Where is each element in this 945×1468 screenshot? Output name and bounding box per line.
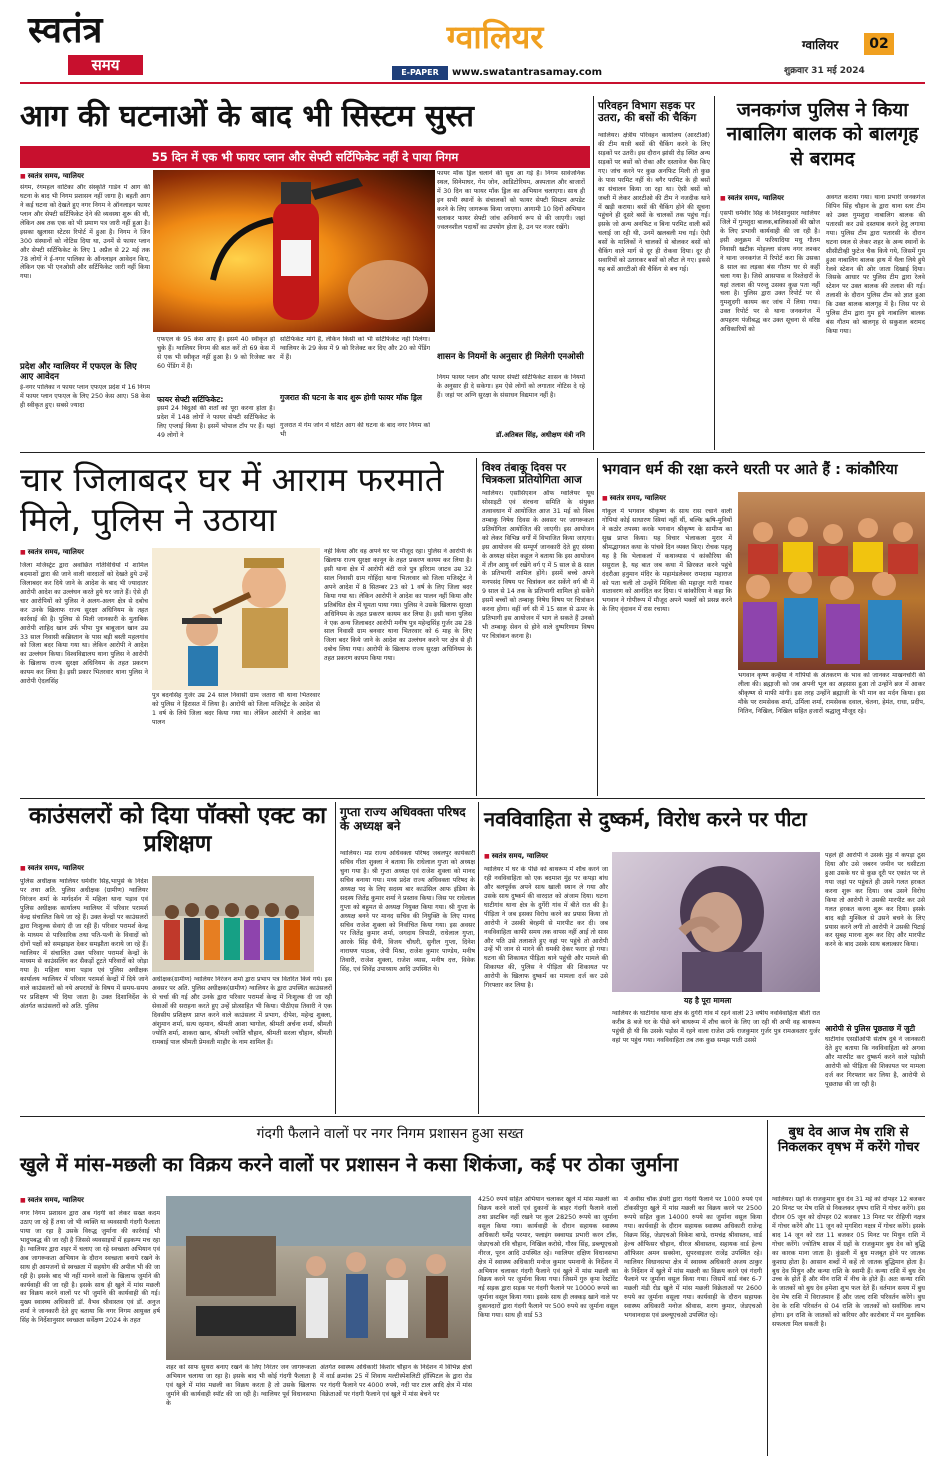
column-rule	[597, 458, 598, 796]
devotees-crowd-photo	[738, 492, 925, 670]
subhead: यह है पूरा मामला	[684, 996, 732, 1005]
story-text: एफएल के 95 केस आए हैं। इसमें 40 स्वीकृत हो चुके हैं। ग्वालियर निगम की बात करें तो 69 केस में से एक भी स्वीकृत नहीं हुआ है। 9 को रिजेक्ट कर 60 पेंडिंग में हैं।	[157, 336, 275, 370]
fire-extinguisher-photo	[153, 170, 435, 332]
headline-pocso-training: काउंसलरों को दिया पॉक्सो एक्ट का प्रशिक्षण	[28, 803, 327, 858]
story-text: इसमें 24 बिंदुओं की शर्तों को पूरा करना होता है। प्रदेश में 148 लोगों ने फायर सेफ्टी सर्टिफिकेट के लिए एप्लाई किया है। इसमें भोपाल टॉप पर हैं। यहां 49 लोगों ने	[157, 405, 275, 439]
story-text: शहर को साफ सुथरा बनाए रखने के लिए निरंतर जन जागरूकता अभियान चलाया जा रहा है। इसके बाद भी कोई गंदगी फैलाता है एवं खुले में मांस मछली का विक्रय करता है तो उसके खिलाफ जुर्माने की कार्यवाही स्पॉट की जा रही है। ग्वालियर पूर्व विधानसभा के	[166, 1364, 316, 1407]
byline: ■ स्वतंत्र समय, ग्वालियर	[20, 172, 84, 181]
story-text: ग्वालियर। ग्रहों के राजकुमार बुध देव 31 मई को दोपहर 12 बजकर 20 मिनट पर मेष राशि से निकलकर वृषभ राशि में गोचर करेंगे। इस दौरान 05 जून को दोपहर 02 बजकर 13 मिनट पर रोहिणी नक्षत्र में गोचर करेंगे और 11 जून को मृगशिरा नक्षत्र में गोचर करेंगे। इसके बाद 14 जून को रात 11 बजकर 05 मिनट पर मिथुन राशि में गोचर करेंगे। ज्योतिष शास्त्र में ग्रहों के राजकुमार बुध देव को बुद्धि का कारक माना जाता है। कुंडली में बुध मजबूत होने पर जातक कुशाग्र होता है। आसान शब्दों में कहें तो जातक बुद्धिमान होता है। बुध देव मिथुन और कन्या राशि के स्वामी हैं। कन्या राशि में बुध देव उच्च के होते हैं और मीन राशि में नीच के होते हैं। अतः कन्या राशि के जातकों को बुध देव हमेशा शुभ फल देते हैं। वर्तमान समय में बुध देव मेष राशि में विराजमान हैं और जल्द राशि परिवर्तन करेंगे। बुध देव के राशि परिवर्तन से 04 राशि के जातकों को सर्वाधिक लाभ होगा। इन राशि के जातकों को करियर और कारोबार में मन मुताबिक सफलता मिल सकती है।	[772, 1196, 925, 1329]
story-text: ग्वालियर। मप्र राज्य अधिवक्ता परिषद जबलपुर कार्यकारी सचिव गीता शुक्ला ने बताया कि राधेलाल गुप्ता को अध्यक्ष चुना गया है। श्री गुप्ता अध्यक्ष एवं राजेश शुक्ला को मानद सचिव बनाया गया। मध्य प्रदेश राज्य अधिवक्ता परिषद के अध्यक्ष पद के लिए सदस्य बार काउंसिल आफ इंडिया के सदस्य जितेंद्र कुमार शर्मा ने प्रस्ताव किया। जिस पर राधेलाल गुप्ता को बहुमत से अध्यक्ष नियुक्त किया गया। श्री गुप्ता के अध्यक्ष बनने पर मानद सचिव की नियुक्ति के लिए मानद सचिव राजेश शुक्ला को निर्वाचित किया गया। इस अवसर पर जितेंद्र कुमार शर्मा, जगदाय त्रिपाठी, राधेलाल गुप्ता, आरके सिंह सैनी, विजय चौधरी, सुनील गुप्ता, दिनेश नारायण पाठक, जेपी मिश्रा, राजेश कुमार पाण्डेय, मनीष तिवारी, राजेश शुक्ला, राजेश व्यास, मनीष दत्त, विवेक सिंह, एवं शिवेंद्र उपाध्याय आदि उपस्थित थे।	[340, 850, 475, 974]
market-scene-icon	[166, 1196, 471, 1360]
story-text: संगम, रंगमहल वाटिका और संस्कृति गार्डन में आग की घटना के बाद भी निगम प्रशासन नहीं जागा है। बहती आग ने कई घटना को देखते हुए नगर निगम ने ऑनलाइन फायर प्लान और सेफ्टी सर्टिफिकेट देने की व्यवस्था शुरू की थी, लेकिन अब तक एक को भी प्रमाण पत्र जारी नहीं हुआ है। इसका खुलासा स्टेटस रिपोर्ट में हुआ है। निगम ने जिन 300 संस्थानों को नोटिस दिया था, उनमें से फायर प्लान और सेफ्टी सर्टिफिकेट के लिए 1 अप्रैल से 22 मई तक 78 लोगों ने ई-नगर पालिका के ऑनलाइन आवेदन किए, लेकिन एक भी एनओसी और सर्टिफिकेट जारी नहीं किया गया।	[20, 184, 150, 281]
kicker-municipal-action: गंदगी फैलाने वालों पर नगर निगम प्रशासन हुआ सख्त	[256, 1126, 524, 1142]
headline-budh-gochar: बुध देव आज मेष राशि से निकलकर वृषभ में करेंगे गोचर	[777, 1125, 920, 1155]
page-number: 02	[864, 33, 894, 55]
edition-city: ग्वालियर	[802, 38, 839, 52]
headline-meat-sellers: खुले में मांस-मछली का विक्रय करने वालों पर प्रशासन ने कसा शिकंजा, कई पर ठोका जुर्माना	[20, 1153, 679, 1176]
story-text: ग्वालियर। क्षेत्रीय परिवहन कार्यालय (आरटीओ) की टीम यात्री बसों की चैकिंग करने के लिए सड़कों पर उतरी। इस दौरान झांसी रोड़ स्थित अन्य सड़कों पर बसों को रोका और दस्तावेज चैक किए गए। जांच करने पर कुछ अनफिट मिली तो कुछ के पास परमिट नहीं थे। बगैर परमिट के ही बसों का संचालन किया जा रहा था। ऐसी बसों को जब्ती में लेकर आरटीओ की टीम ने नजदीक थाने में खड़ी कराया। बसों की चैकिंग होने की सूचना पहुंचने ही दूसरे बसों के चालकों तक पहुंच गई। इसके जो अन्य अनफिट व बिना परमिट वाली बसें चलाई जा रही थी, उनमें खलबली मच गई। ऐसी बसों के मालिकों ने चालकों से बोलकर बसों को चैकिंग वाले मार्ग से दूर ही रोकवा दिया। दूर ही सवारियों को उतारकर बसों को लौटा ले गए। इससे यह बसें आरटीओ की चैकिंग से बच गई।	[598, 132, 710, 274]
column-rule	[767, 1120, 768, 1456]
group-photo-icon	[152, 876, 314, 972]
story-text: भगवान कृष्ण कन्हैया ने गोपियों के अंतकरण के भाव को जानकर माखनचोरी की लीला की। ब्रह्माजी को जब अपनी भूल का अहसास हुआ तो उन्होंने ब्रज में आकर श्रीकृष्ण से माफी मांगी। इस तरह उन्होंने ब्रह्माजी के भी मान का मर्दन किया। इस मौके पर रामसेवक शर्मा, उर्मिला शर्मा, रामसेवक दवाल, चेतना, हेमंत, राधा, प्रदीप, नितिन, निखिल, निखिल सहित हजारों श्रद्धालु मौजूद रहे।	[738, 672, 925, 715]
story-text: जिला मजिस्ट्रेट द्वारा अवांछित गतिविधियों में शामिल बदमाशों द्वारा की जाने वाली वारदातों को देखते हुये उन्हें जिलाबदर कर दिये जाने के आदेश के बाद भी ज्यादातर आरोपी आदेश का उल्लंघन करते हुये घर जाते हैं। ऐसे ही चार आरोपियों को पुलिस ने अलग-अलग क्षेत्र से दबोच कर उनके खिलाफ राज्य सुरक्षा अधिनियम के तहत कार्रवाई की है। पुलिस से मिली जानकारी के मुताबिक आरोपी शाहिद खान उर्फ भीपा पुत्र बाबूजान खान उम्र 33 साल निवासी कब्रिस्तान के पास बड़ी बस्ती महलगांव को जिला बदर किया गया था। लेकिन आरोपी ने आदेश का उल्लंघन किया। विश्वविद्यालय थाना पुलिस ने आरोपी के खिलाफ राज्य सुरक्षा अधिनियम के तहत प्रकरण कायम कर लिया है। इसी प्रकार भितरवार थाना पुलिस ने आरोपी ऐदलसिंह	[20, 562, 148, 686]
story-text: सर्टिफिकेट मांगे हैं, लेकिन किसी को भी सर्टिफिकेट नहीं मिलेगा। ग्वालियर के 29 केस में 9 को रिजेक्ट कर दिए और 20 को पेंडिंग में हैं।	[280, 336, 430, 361]
story-text: गुजरात में गेम जोन में घटित आग की घटना के बाद नगर निगम को भी	[280, 422, 430, 438]
story-text: निगम फायर प्लान और फायर सेफ्टी सर्टिफिकेट शासन के नियमों के अनुसार ही दे सकेगा। हम ऐसे लोगों को लगातार नोटिस दे रहे हैं। जहां पर अग्नि सुरक्षा के संसाधन विद्यमान नहीं है।	[437, 374, 585, 399]
story-text: पुत्र बदनसिंह गुर्जर उम्र 24 साल निवासी ग्राम जतारा थी थाना भितरवार को पुलिस ने हिरासत में लिया है। आरोपी को जिला मजिस्ट्रेट के आदेश से 1 वर्ष के लिये जिला बदर किया गया था। लेकिन आरोपी ने आदेश का पालन	[152, 692, 320, 726]
story-text: ग्वालियर के घाटीगांव थाना क्षेत्र के दुर्गेरी गांव में रहने वाली 23 वर्षीय नवविवाहिता बीती रात करीब 8 बजे घर के पीछे बने बाथरूम में शौच करने के लिए जा रही थी अभी वह बाथरूम पहुंची ही थी कि उसके पड़ोस में रहने वाला राजेश उर्फ राजकुमार गुर्जर पुत्र रामअवतार गुर्जर वहां पर पहुंच गया। नवविवाहिता तब तक कुछ समझ पाती उससे	[612, 1010, 820, 1044]
story-text: नगर निगम प्रशासन द्वारा अब गंदगी को लेकर सख्त कदम उठाए जा रहे हैं तथा जो भी व्यक्ति या व्यवसायी गंदगी फैलाता पाया जा रहा है उसके विरुद्ध जुर्माना की कार्रवाई भी भादुपबद्ध की जा रही है जिससे व्यवसाइयों में हड़कम्प मच रहा है। ग्वालियर द्वारा शहर में चलाए जा रहे स्वच्छता अभियान एवं अब जागरूकता अभियान के दौरान स्वच्छता बनाये रखने के साथ ही आमजनों से स्वच्छता में सहयोग की अपील भी की जा रही है। इसके बाद भी नहीं मानने वालों के खिलाफ जुर्माने की कार्यवाही की जा रही है। इसके साथ ही खुले में मांस मछली का विक्रय करने वालों पर भी जुर्माने की कार्यवाही की गई। मुख्य स्वास्थ्य अधिकारी डॉ. वैभव श्रीवास्तव एवं डॉ. अनुज शर्मा ने जानकारी देते हुए बताया कि नगर निगम आयुक्त हर्ष सिंह के निर्देशानुसार स्वच्छता सर्वेक्षण 2024 के तहत	[20, 1210, 160, 1325]
story-text: पहले ही आरोपी ने उसके मुंह में कपड़ा ठूस दिया और उसे जबरन जमीन पर घसीटता हुआ उसके घर से कुछ दूरी पर एकांत पर ले गया जहां पर पहुंचते ही उसने गलत हरकत करना शुरू कर दिया। जब उसने विरोध किया तो आरोपी ने उसकी मारपीट कर उसे गलत हरकत करना शुरू कर दिया। इसके बाद बड़ी मुश्किल से उसने बचने के लिए प्रयास करने लगी तो आरोपी ने उसकी पिटाई कर सुबह मारना शुरू कर दिए और मारपीट करने के बाद उसके साथ बलात्कार किया।	[825, 852, 925, 949]
subhead: गुजरात की घटना के बाद शुरू होगी फायर मॉक ड्रिल	[280, 393, 422, 402]
column-rule	[593, 96, 594, 450]
story-text: पुलिस अधीक्षक ग्वालियर धर्मवीर सिंह,भापुसे के निर्देश पर तथा अति. पुलिस अधीक्षक (ग्रामीण) ग्वालियर निरंजन शर्मा के मार्गदर्शन में महिला थाना पड़ाव एवं पुलिस अधीक्षक कार्यालय ग्वालियर में परिवार परामर्श केन्द्र संचालित किये जा रहे हैं। उक्त केन्द्रों पर काउंसलरों द्वारा निःशुल्क सेवाएं दी जा रही हैं। परिवार परामर्श केन्द्र के माध्यम से पारिवारिक तथा पति-पत्नी के विवादों को दोनों पक्षों को समझाइश देकर समझौता कराये जा रहे हैं। ग्वालियर में संचालित उक्त परिवार परामर्श केन्द्रों के माध्यम से काउंसलिंग कर सैकड़ों टूटते परिवारों को जोड़ा गया है। महिला थाना पड़ाव एवं पुलिस अधीक्षक कार्यालय ग्वालियर में परिवार परामर्श केन्द्रों में दिये जाने वाले काउंसलरों को नये अपराधों के विषय में समय-समय पर प्रशिक्षण भी दिया जाता है। उक्त दिशानिर्देश के अंतर्गत काउंसलरों को अति. पुलिस	[20, 878, 148, 1011]
distressed-woman-illustration	[612, 852, 820, 992]
story-text: में अवीस चौक डेयरी द्वारा गंदगी फैलाने पर 1000 रुपये एवं टॉकसीपुरा खुले में मांस मछली का विक्रय करने पर 2500 रूपये सहित कुल 14000 रुपये का जुर्माना वसूल किया गया। कार्यवाही के दौरान सहायक स्वास्थ्य अधिकारी राजेन्द्र विक्रम सिंह, जेडएचओ विकेश बाग्डे, रामचंद्र श्रीवास्तव, वार्ड हेल्थ ऑफिसर चौहान, धीरज श्रीवास्तव, सहायक वार्ड हेल्थ ऑफिसर अमन सक्सेना, सुपरवाइजर राजेंद्र उपस्थित रहे। ग्वालियर विधानसभा क्षेत्र में स्वास्थ्य अधिकारी अजय ठाकुर के निर्देशन में खुले में मांस मछली का विक्रय करने एवं गंदगी फैलाने पर जुर्माना वसूल किया गया। जिसमें वार्ड नंबर 6-7 मछली मंडी रोड खुले में मांस मछली विक्रेताओं पर 2600 रुपये का जुर्माना वसूला गया। कार्यवाही के दौरान सहायक स्वास्थ्य अधिकारी मनोज श्रीवास, शरण कुमार, जेडएचओ भगवानदास एवं डब्ल्यूएचओ उपस्थित रहे।	[624, 1196, 762, 1320]
story-text: घाटीगांव एसडीओपी संतोष दुबे ने जानकारी देते हुए बताया कि नवविवाहिता को अगवा और मारपीट कर दुष्कर्म करने वाले पड़ोसी आरोपी को पीड़िता की शिकायत पर मामला दर्ज कर गिरफ्तार कर लिया है, आरोपी से पूछताछ की जा रही है।	[825, 1036, 925, 1088]
police-cartoon-icon	[152, 548, 320, 690]
story-text: 4250 रुपये सहित अभियान चलाकर खुले में मांस मछली का विक्रय करने वालों एवं दुकानों के बाहर गंदगी फैलाने वालों तथा डस्टबिन नहीं रखने पर कुल 28250 रूपये का जुर्माना वसूल किया गया। कार्यवाही के दौरान सहायक स्वास्थ्य अधिकारी धर्मेंद्र परमार, फ्लाइंग स्क्वायड प्रभारी करन टाँक, जेडएचओ रवि चौहान, निखिल करोसे, गौरव सिंह, डब्ल्यूएचओ नीरज, पूरन आदि उपस्थित रहे। ग्वालियर दक्षिण विधानसभा क्षेत्र में स्वास्थ्य अधिकारी मनोज कुमार पमनानी के निर्देशन में अभियान चलाकर गंदगी फैलाने एवं खुले में मांस मछली का विक्रय करने पर जुर्माना किया गया। जिसमें गुरु कृपा रेस्टोरेंट नई सड़क द्वारा सड़क पर गंदगी फैलाने पर 10000 रूपये का जुर्माना वसूल किया गया। इसके साथ ही लक्कड़ खाने नाले पर दुकानदारों द्वारा गंदगी फैलाने पर 500 रुपये का जुर्माना वसूल किया गया। साथ ही वार्ड 53	[478, 1196, 618, 1320]
story-text: ग्वालियर। एसोसिएशन ऑफ ग्वालियर यूथ सोसाइटी एवं संरचना समिति के संयुक्त तत्वावधान में आयोजित आज 31 मई को विश्व तम्बाकू निषेध दिवस के अवसर पर जागरूकता प्रतियोगिता आयोजित की जाएगी। इस आयोजन को लेकर विभिन्न वर्गों में विभाजित किया जाएगा। इस आयोजन की सम्पूर्ण जानकारी देते हुए संस्था के अध्यक्ष संदेश कहूल ने बताया कि इस आयोजन में तीन आयु वर्ग रखेंगे वर्ग ए में 5 साल से 8 साल के प्रतिभागी शामिल होंगे। इसमें बच्चे अपने मनपसंद विषय पर चित्रांकन कर सकेंगे वर्ग बी में 9 साल से 14 तक के प्रतिभागी शामिल हो सकेंगे इसमें बच्चों को तम्बाकू निषेध विषय पर चित्रांकन करना होगा। वहीं वर्ग सी में 15 साल से ऊपर के प्रतिभागी इस आयोजन में भाग ले सकते हैं उनको भी तम्बाकू सेवन से होने वाले दुष्परिणाम विषय पर चित्रांकन करना है।	[482, 490, 594, 640]
headline-tobacco-day: विश्व तंबाकू दिवस पर चित्रकला प्रतियोगिता आज	[482, 462, 582, 487]
strap-fire-plan: 55 दिन में एक भी फायर प्लान और सेफ्टी सर्टिफिकेट नहीं दे पाया निगम	[20, 146, 590, 168]
byline: ■ स्वतंत्र समय, ग्वालियर	[602, 494, 666, 503]
story-text: अधीक्षक(ग्रामीण) ग्वालियर निरंजन शर्मा द्वारा प्रभाप पत्र वितरित किये गये। इस अवसर पर अति. पुलिस अधीक्षक(ग्रामीण) ग्वालियर के द्वारा उपस्थित काउंसलरों से चर्चा की गई और उनके द्वारा परिवार परामर्श केन्द्र में निःशुल्क दी जा रही सेवाओं की सराहना करते हुए उन्हें प्रोत्साहित भी किया। पीठीएस तिवारी ने एक दिवसीय प्रशिक्षण प्राप्त करने वाले काउंसलर में प्रभाग, दीपेश, महेन्द्र शुक्ला, अंशुमान शर्मा, सत्य रहमान, श्रीमती आशा भागोल, श्रीमती अर्चना शर्मा, श्रीमती ज्योति शर्मा, शाकरा खान, श्रीमती ज्योति चौहान, श्रीमती सरला चौहान, श्रीमती रामबाई पाल श्रीमती प्रेमवती माहौर के नाम शामिल हैं।	[152, 976, 332, 1046]
logo-bottom: समय	[68, 55, 143, 75]
story-text: गोकुल में भगवान श्रीकृष्ण के साथ रास रचाने वाली गोपियां कोई साधारण स्त्रियां नहीं थीं, बल्कि ऋषि-मुनियों ने कठोर तपस्या करके भगवान श्रीकृष्ण के सामीप्य का सुख प्राप्त किया। यह विचार भेलाकला मुरार में श्रीमद्भागवत कथा के पांचवे दिन व्यक्त किए। रोचक पहलू यह है कि भेलाकलां में कथाव्यास पं कांकौरिया की ससुराल है, यह बात जब कथा में छिरकत करने पहुंचे दंदरौआ हनुमान मंदिर के महामंडलेश्वर रामदास महाराज को पता चली तो उन्होंने मिथिला की महाजुर गारी गाकर वातावरण को आनंदित कर दिया। पं कांकौरिया ने कहा कि भगवान ने गोपीरूप में मौजूद अपने भक्तों को प्रसन्न करने के लिए वृंदावन में रास रचाया।	[602, 508, 732, 614]
byline: ■ स्वतंत्र समय, ग्वालियर	[20, 864, 84, 873]
counsellors-group-photo	[152, 876, 314, 972]
section-rule	[20, 1116, 925, 1117]
logo-top: स्वतंत्र	[28, 9, 103, 51]
column-rule	[478, 802, 479, 1114]
subhead: फायर सेफ्टी सर्टिफिकेट:	[157, 395, 224, 404]
column-rule	[714, 96, 715, 450]
subhead: शासन के नियमों के अनुसार ही मिलेगी एनओसी	[437, 352, 584, 362]
market-action-photo	[166, 1196, 471, 1360]
story-text: अंतर्गत स्वास्थ्य अधिकारी किशोर चौहान के निर्देशन में विभिन्न क्षेत्रों में वार्ड क्रमांक 25 में शिवाय मल्टीस्पेशलिटी हॉस्पिटल के द्वारा रोड पर गंदगी फैलाने पर 4000 रुपये, नदी पार टाल आदि क्षेत्र में मांस विक्रेताओं पर गंदगी फैलाने एवं खुले में मांस बेचने पर	[320, 1364, 472, 1398]
website-link[interactable]: www.swatantrasamay.com	[452, 67, 603, 78]
story-text: ई-नगर पालिका न फायर प्लान एफएल प्रदेश में 16 निगम में फायर प्लान एफएल के लिए 250 केस आए। 58 केस ही स्वीकृत हुए। सबसे ज्यादा	[20, 384, 150, 409]
crowd-icon	[738, 492, 925, 670]
story-text: फायर मॉक ड्रिल चलाने की सुध आ गई है। निगम सार्वजनिक स्थल, सिनेमाघर, गेम जोन, आडिटोरियम, अस्पताल और बाजारों में 30 दिन का फायर मॉक ड्रिल का अभियान चलाएगा। साथ ही इन सभी स्थानों के संचालकों को फायर सेफ्टी सिस्टम अपडेट करने के लिए जागरूक किया जाएगा। आगामी 10 दिनों अभियान चलाकर फायर सेफ्टी जांच अनिवार्य रूप से की जाएगी। जहां ज्वलनशील पदार्थों का उपयोग होता है, उन पर नजर रखेंगे।	[437, 170, 585, 231]
byline: ■ स्वतंत्र समय, ग्वालियर	[720, 194, 784, 203]
headline-fire-system: आग की घटनाओं के बाद भी सिस्टम सुस्त	[20, 99, 474, 134]
subhead: आरोपी से पुलिस पूछताछ में जुटी	[825, 1024, 916, 1033]
woman-silhouette-icon	[612, 852, 820, 992]
masthead-rule	[20, 82, 925, 84]
column-rule	[476, 458, 477, 796]
story-text: नहीं किया और वह अपने घर पर मौजूद रहा। पुलिस ने आरोपी के खिलाफ राज्य सुरक्षा कानून के तहत प्रकरण कायम कर लिया है। इसी थाना क्षेत्र में आरोपी बंटी राजे पुत्र हरिराम जाटव उम्र 32 साल निवासी ग्राम गोहिंदा थाना भितरवार को जिला मजिस्ट्रेट ने अपने आदेश में 8 सितम्बर 23 को 1 वर्ष के लिए जिला बदर किया गया था। लेकिन आरोपी ने आदेश का पालन नहीं किया और प्रतिबंधित क्षेत्र में घूमता पाया गया। पुलिस ने उसके खिलाफ सुरक्षा अधिनियम के तहत प्रकरण कायम कर लिया है। इसी थाना पुलिस ने एक अन्य जिलाबदर आरोपी मनीष पुत्र महेन्द्रसिंह गुर्जर उम्र 28 साल निवासी ग्राम बनवार थाना भितरवार को 6 माह के लिए जिला बदर किये जाने के आदेश का उल्लंघन करने पर क्षेत्र से ही दबोच लिया गया। आरोपी के खिलाफ राज्य सुरक्षा अधिनियम के तहत प्रकरण कायम किया गया।	[324, 548, 472, 663]
byline: ■ स्वतंत्र समय, ग्वालियर	[20, 548, 84, 557]
subhead: प्रदेश और ग्वालियर में एफएल के लिए आए आवेदन	[20, 362, 137, 383]
masthead	[0, 0, 945, 82]
extinguisher-icon	[153, 170, 435, 332]
story-text: ग्वालियर में घर के पीछे को बाथरूम में शौच करने जा रही नवविवाहिता को एक बदमाश मुंह पर कपड़ा बांध और बलपूर्वक अपने साथ खाली स्थान ले गया और उसके साथ दुष्कर्म की वारदात को अंजाम दिया। घटना घाटीगांव थाना क्षेत्र के दुर्गेरी गांव में बीते रात की है। पीड़िता ने जब इसका विरोध करने का प्रयास किया तो आरोपी ने उसकी बेरहमी से मारपीट कर दी। जब नवविवाहिता काफी समय तक वापस नहीं आई तो सास और पति उसे तलाशते हुए वहां पर पहुंचे तो आरोपी उन्हें भी जान से मारने की धमकी देकर फरार हो गया। घटना की शिकायत पीड़िता थाने पहुंची और मामले की शिकायत की, पुलिस ने पीड़िता की शिकायत पर आरोपी के खिलाफ दुष्कर्म का मामला दर्ज कर उसे गिरफ्तार कर लिया है।	[484, 866, 608, 990]
story-text: अवगत कराया गया। थाना प्रभारी जनकगंज विपिन सिंह चौहान के द्वारा थाना स्तर टीम को उक्त गुमशुदा नाबालिग बालक की पतारसी कर उसे दस्तयाब करने हेतु लगाया गया। पुलिस टीम द्वारा पतारसी के दौरान घटना स्थल से लेकर शहर के अन्य स्थानों के सीसीटीव्ही फुटेज चैक किये गये, जिसमें गुम हुआ नाबालिग बालक हाथ में थैला लिये हुये रेलवे स्टेशन की ओर जाता दिखाई दिया। जिसके आधार पर पुलिस टीम द्वारा रेलवे स्टेशन पर उक्त बालक की तलाश की गई। तलाशी के दौरान पुलिस टीम को ज्ञात हुआ कि उक्त बालक बालगृह में है। जिस पर से पुलिस टीम द्वारा गुम हुये नाबालिग बालक बंस गौतम को बालगृह से सकुशल बरामद किया गया।	[826, 194, 925, 336]
section-rule	[20, 452, 925, 453]
headline-kankauriya: भगवान धर्म की रक्षा करने धरती पर आते हैं : कांकौरिया	[602, 462, 898, 478]
quote-byline: डॉ.अतिबल सिंह, अधीक्षण यंत्री ननि	[496, 431, 585, 439]
story-text: एसपी धर्मवीर सिंह के निर्देशानुसार ग्वालियर जिले में गुमशुदा बालक,बालिकाओं की खोज के लिए प्रभावी कार्यवाही की जा रही है। इसी अनुक्रम में फरियादिया मधु गौतम निवासी खटीक मोहल्ला संजय नगर लश्कर ने थाना जनकगंज में रिपोर्ट करा कि उसका 8 साल का लड़का बंस गौतम घर से कहीं चला गया है। जिसे आसपास व रिश्तेदारों के यहां तलाश की परन्तु उसका कुछ पता नहीं चला है। पुलिस द्वारा उक्त रिपोर्ट पर से गुमशुदगी कायम कर जांच में लिया गया। उक्त रिपोर्ट पर से थाना जनकगंज में अपहरण पंजीबद्ध कर उक्त सूचना से वरिष्ठ अधिकारियों को	[720, 210, 820, 334]
headline-newlywed-case: नवविवाहिता से दुष्कर्म, विरोध करने पर पीटा	[484, 807, 807, 831]
column-rule	[335, 802, 336, 1114]
headline-rto: परिवहन विभाग सड़क पर उतरा, की बसों की चैकिंग	[598, 100, 697, 125]
section-rule	[20, 798, 925, 799]
epaper-badge: E-PAPER	[392, 66, 448, 80]
edition-date: शुक्रवार 31 मई 2024	[784, 66, 865, 76]
headline-jilabadar: चार जिलाबदर घर में आराम फरमाते मिले, पुलिस ने उठाया	[20, 460, 444, 539]
headline-advocate-council: गुप्ता राज्य अधिवक्ता परिषद के अध्यक्ष बने	[340, 805, 466, 833]
byline: ■ स्वतंत्र समय, ग्वालियर	[484, 852, 548, 861]
police-cartoon-illustration	[152, 548, 320, 690]
byline: ■ स्वतंत्र समय, ग्वालियर	[20, 1196, 84, 1205]
city-title: ग्वालियर	[446, 18, 544, 56]
headline-janakganj: जनकगंज पुलिस ने किया नाबालिग बालक को बालगृह से बरामद	[726, 99, 919, 170]
